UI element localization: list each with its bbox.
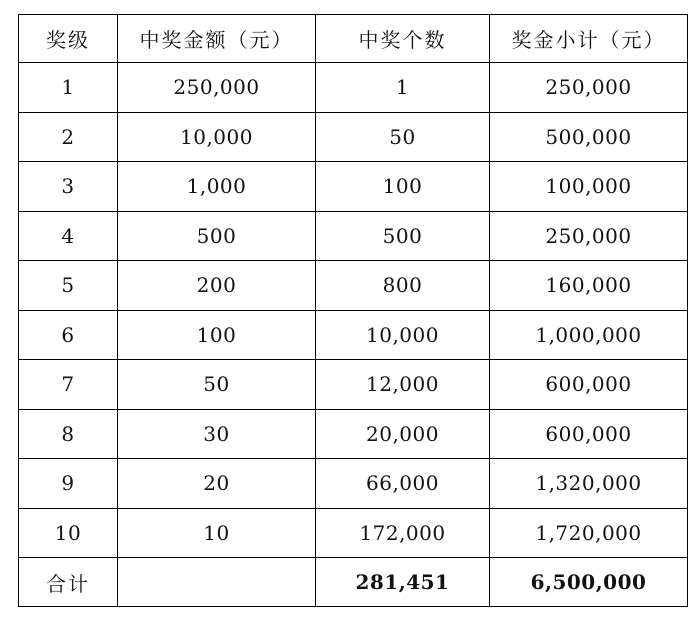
cell-prize-amount: 30	[118, 409, 316, 459]
cell-prize-subtotal: 250,000	[490, 63, 688, 113]
cell-prize-subtotal: 1,720,000	[490, 508, 688, 558]
table-row	[19, 409, 688, 459]
header-prize-subtotal: 奖金小计（元）	[490, 15, 688, 63]
cell-winner-count: 1	[316, 63, 490, 113]
cell-prize-level: 10	[19, 508, 118, 558]
cell-prize-amount: 50	[118, 360, 316, 410]
cell-prize-subtotal: 100,000	[490, 162, 688, 212]
table-row	[19, 508, 688, 558]
cell-prize-amount: 20	[118, 459, 316, 509]
header-winner-count: 中奖个数	[316, 15, 490, 63]
table-row	[19, 261, 688, 311]
cell-winner-count: 20,000	[316, 409, 490, 459]
cell-prize-amount: 100	[118, 310, 316, 360]
total-winner-count: 281,451	[316, 558, 490, 607]
cell-prize-subtotal: 250,000	[490, 211, 688, 261]
cell-prize-level: 6	[19, 310, 118, 360]
cell-winner-count: 500	[316, 211, 490, 261]
cell-prize-level: 9	[19, 459, 118, 509]
table-row	[19, 360, 688, 410]
cell-winner-count: 100	[316, 162, 490, 212]
cell-prize-level: 2	[19, 112, 118, 162]
cell-prize-level: 4	[19, 211, 118, 261]
total-row	[19, 558, 688, 607]
header-prize-level: 奖级	[19, 15, 118, 63]
table-header-row	[19, 15, 688, 63]
cell-winner-count: 50	[316, 112, 490, 162]
cell-prize-amount: 10	[118, 508, 316, 558]
cell-prize-amount: 1,000	[118, 162, 316, 212]
total-amount-cell	[118, 558, 316, 607]
cell-prize-subtotal: 600,000	[490, 360, 688, 410]
table-row	[19, 112, 688, 162]
cell-prize-level: 8	[19, 409, 118, 459]
header-prize-amount: 中奖金额（元）	[118, 15, 316, 63]
cell-prize-subtotal: 1,000,000	[490, 310, 688, 360]
cell-prize-level: 7	[19, 360, 118, 410]
table-row	[19, 459, 688, 509]
table-row	[19, 211, 688, 261]
cell-prize-level: 5	[19, 261, 118, 311]
cell-winner-count: 12,000	[316, 360, 490, 410]
cell-prize-amount: 200	[118, 261, 316, 311]
total-label: 合计	[19, 558, 118, 607]
cell-winner-count: 172,000	[316, 508, 490, 558]
table-row	[19, 162, 688, 212]
cell-prize-level: 3	[19, 162, 118, 212]
cell-winner-count: 800	[316, 261, 490, 311]
cell-prize-amount: 250,000	[118, 63, 316, 113]
cell-winner-count: 66,000	[316, 459, 490, 509]
cell-prize-subtotal: 160,000	[490, 261, 688, 311]
cell-prize-level: 1	[19, 63, 118, 113]
table-row	[19, 63, 688, 113]
cell-prize-amount: 10,000	[118, 112, 316, 162]
prize-table	[18, 14, 688, 607]
cell-prize-subtotal: 600,000	[490, 409, 688, 459]
cell-prize-amount: 500	[118, 211, 316, 261]
cell-prize-subtotal: 1,320,000	[490, 459, 688, 509]
cell-winner-count: 10,000	[316, 310, 490, 360]
cell-prize-subtotal: 500,000	[490, 112, 688, 162]
total-prize-subtotal: 6,500,000	[490, 558, 688, 607]
table-row	[19, 310, 688, 360]
